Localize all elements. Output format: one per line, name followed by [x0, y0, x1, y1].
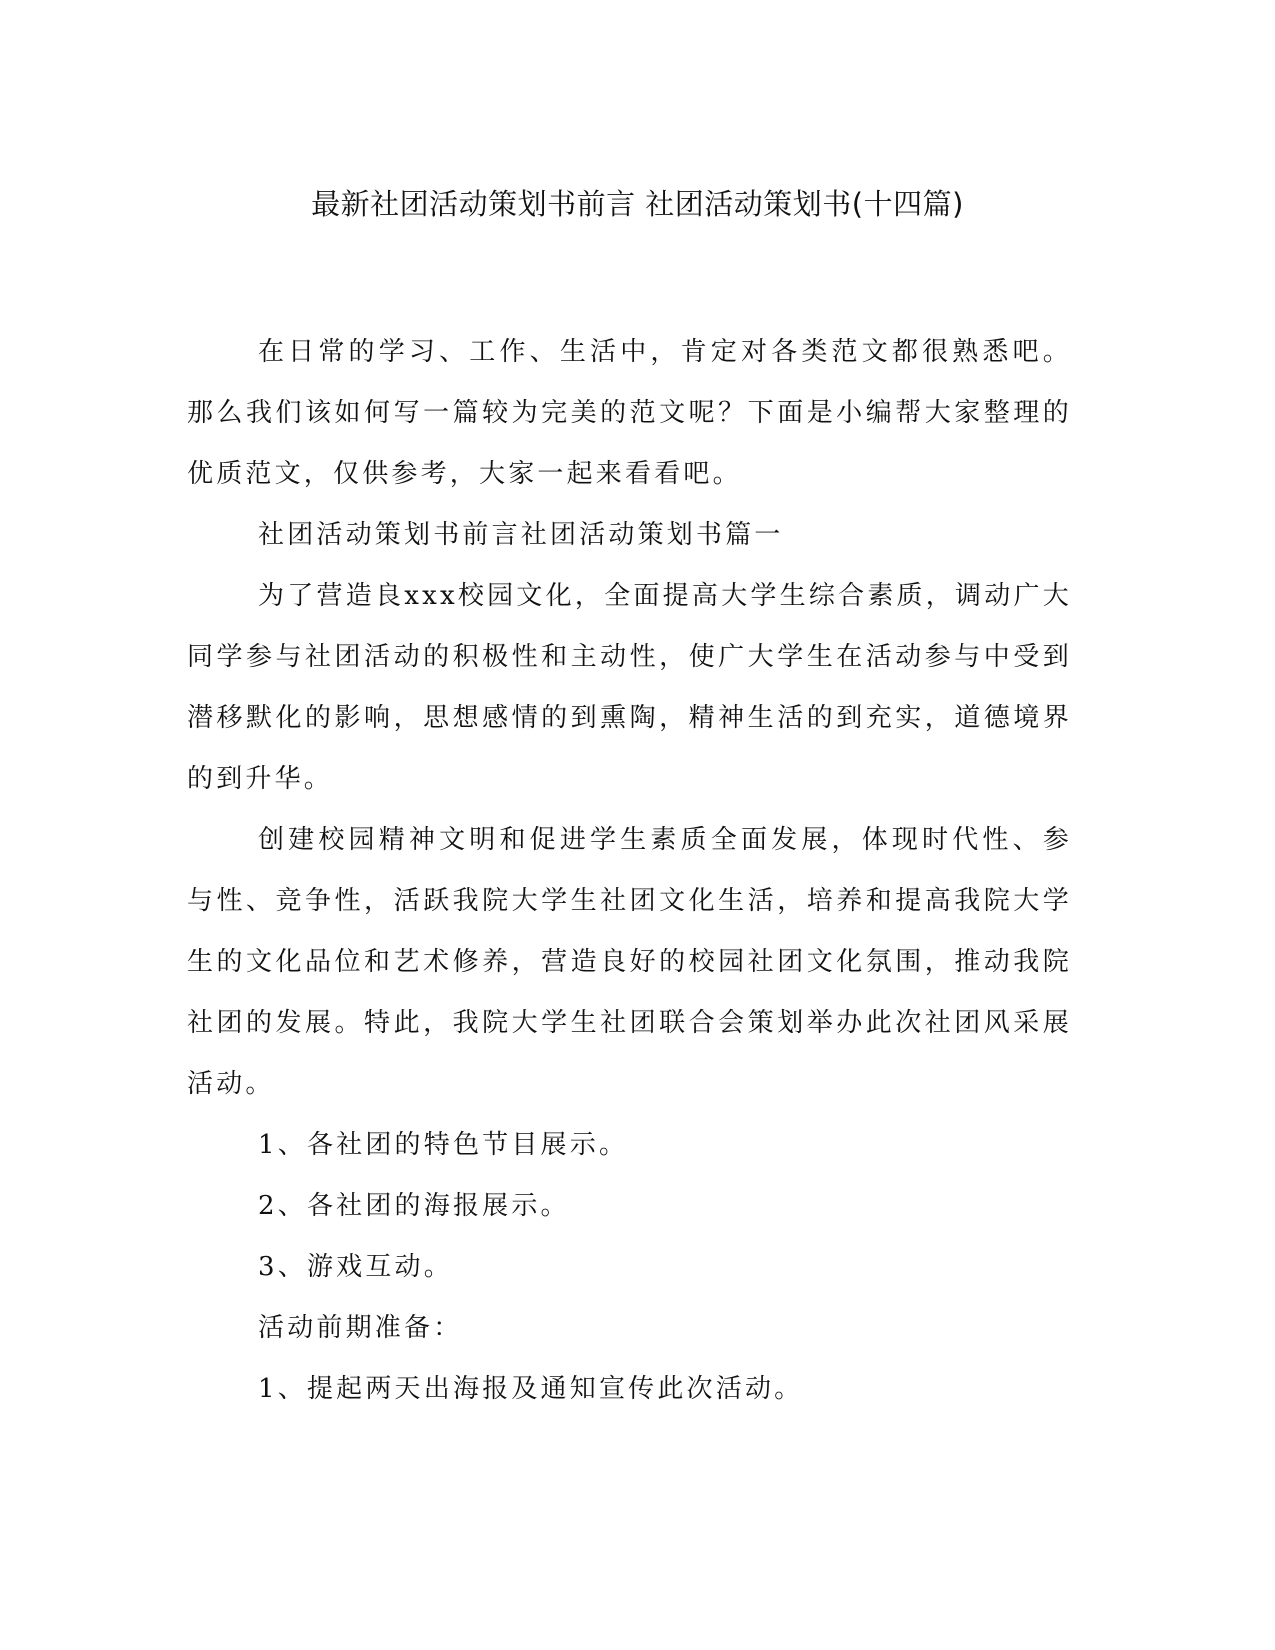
section-heading: 社团活动策划书前言社团活动策划书篇一: [258, 520, 784, 550]
document-body: [187, 322, 1072, 1420]
document-title: 最新社团活动策划书前言 社团活动策划书(十四篇): [311, 187, 964, 221]
list-item: 3、游戏互动。: [258, 1252, 453, 1282]
subheading-preparation: 活动前期准备：: [258, 1313, 463, 1343]
paragraph-intro: 在日常的学习、工作、生活中，肯定对各类范文都很熟悉吧。那么我们该如何写一篇较为完美的范文呢？下面是小编帮大家整理的优质范文，仅供参考，大家一起来看看吧。: [187, 337, 1072, 489]
list-item: 1、各社团的特色节目展示。: [258, 1130, 629, 1160]
paragraph-purpose: 为了营造良xxx校园文化，全面提高大学生综合素质，调动广大同学参与社团活动的积极性和主动性，使广大学生在活动参与中受到潜移默化的影响，思想感情的到熏陶，精神生活的到充实，道德境界的到升华。: [187, 581, 1072, 794]
list-item: 1、提起两天出海报及通知宣传此次活动。: [258, 1374, 804, 1404]
paragraph-background: 创建校园精神文明和促进学生素质全面发展，体现时代性、参与性、竞争性，活跃我院大学生社团文化生活，培养和提高我院大学生的文化品位和艺术修养，营造良好的校园社团文化氛围，推动我院社团的发展。特此，我院大学生社团联合会策划举办此次社团风采展活动。: [187, 825, 1072, 1099]
list-item: 2、各社团的海报展示。: [258, 1191, 570, 1221]
